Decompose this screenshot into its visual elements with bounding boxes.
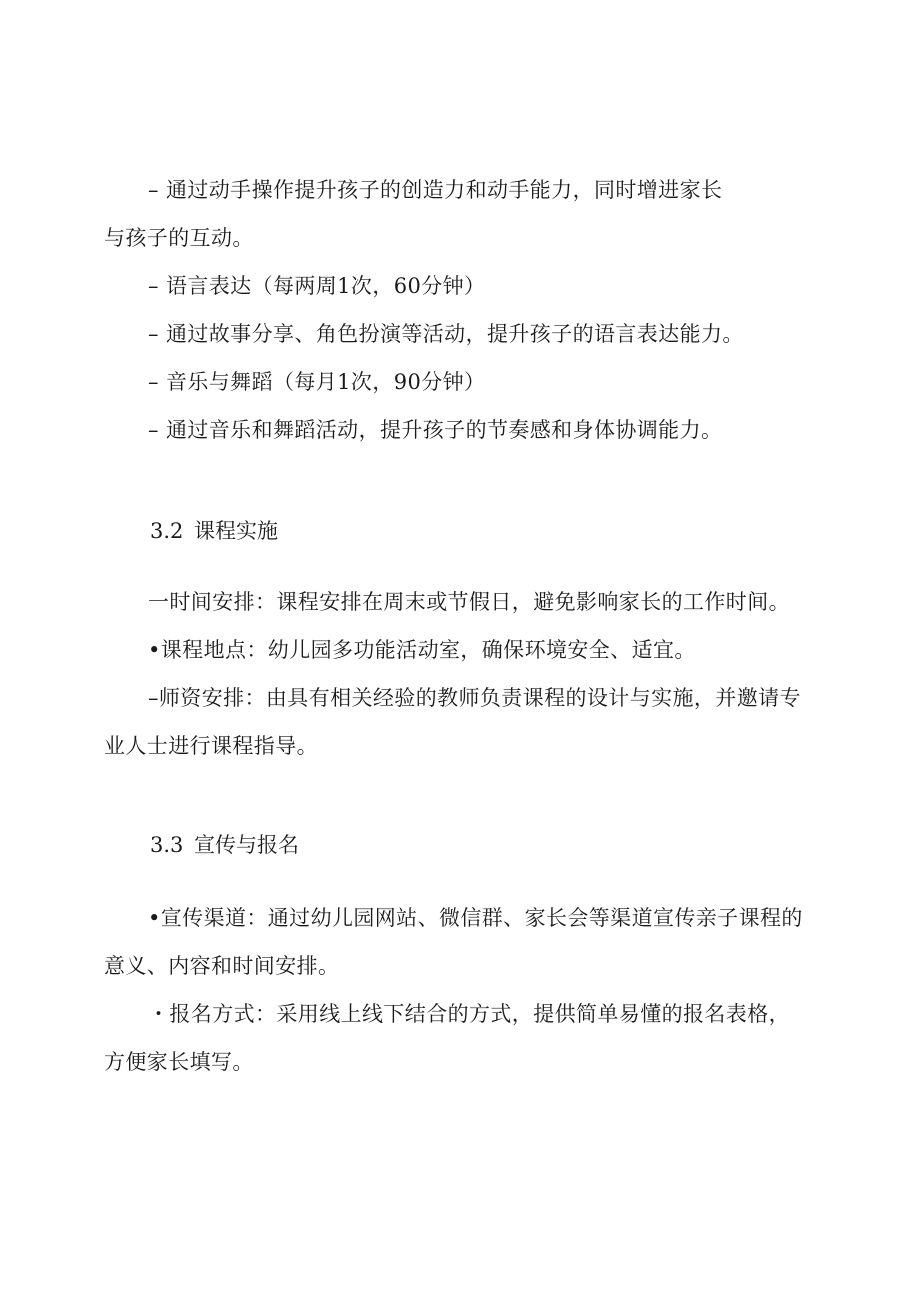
music-activity-title: – 音乐与舞蹈（每月1次，90分钟） (148, 370, 486, 394)
signup-item-line-2: 方便家长填写。 (104, 1050, 254, 1074)
language-activity-description: – 通过故事分享、角色扮演等活动，提升孩子的语言表达能力。 (148, 322, 744, 346)
time-arrangement-item: 一时间安排：课程安排在周末或节假日，避免影响家长的工作时间。 (148, 590, 790, 614)
location-item: •课程地点：幼儿园多功能活动室，确保环境安全、适宜。 (148, 638, 696, 662)
hands-on-description-line-1: – 通过动手操作提升孩子的创造力和动手能力，同时增进家长 (148, 178, 723, 202)
section-title: 课程实施 (194, 519, 278, 543)
section-heading-3-2 (150, 517, 278, 545)
teachers-item-line-2: 业人士进行课程指导。 (104, 734, 318, 758)
hands-on-description-line-2: 与孩子的互动。 (104, 226, 254, 250)
channels-item-line-2: 意义、内容和时间安排。 (104, 954, 340, 978)
section-number: 3.2 (150, 519, 184, 543)
teachers-item-line-1: –师资安排：由具有相关经验的教师负责课程的设计与实施，并邀请专 (148, 686, 801, 710)
channels-item-line-1: •宣传渠道：通过幼儿园网站、微信群、家长会等渠道宣传亲子课程的 (148, 906, 803, 930)
language-activity-title: – 语言表达（每两周1次，60分钟） (148, 274, 486, 298)
section-number: 3.3 (150, 833, 184, 857)
section-heading-3-3 (150, 831, 299, 859)
music-activity-description: – 通过音乐和舞蹈活动，提升孩子的节奏感和身体协调能力。 (148, 418, 723, 442)
section-title: 宣传与报名 (194, 833, 299, 857)
signup-item-line-1: ・报名方式：采用线上线下结合的方式，提供简单易懂的报名表格， (148, 1002, 790, 1026)
